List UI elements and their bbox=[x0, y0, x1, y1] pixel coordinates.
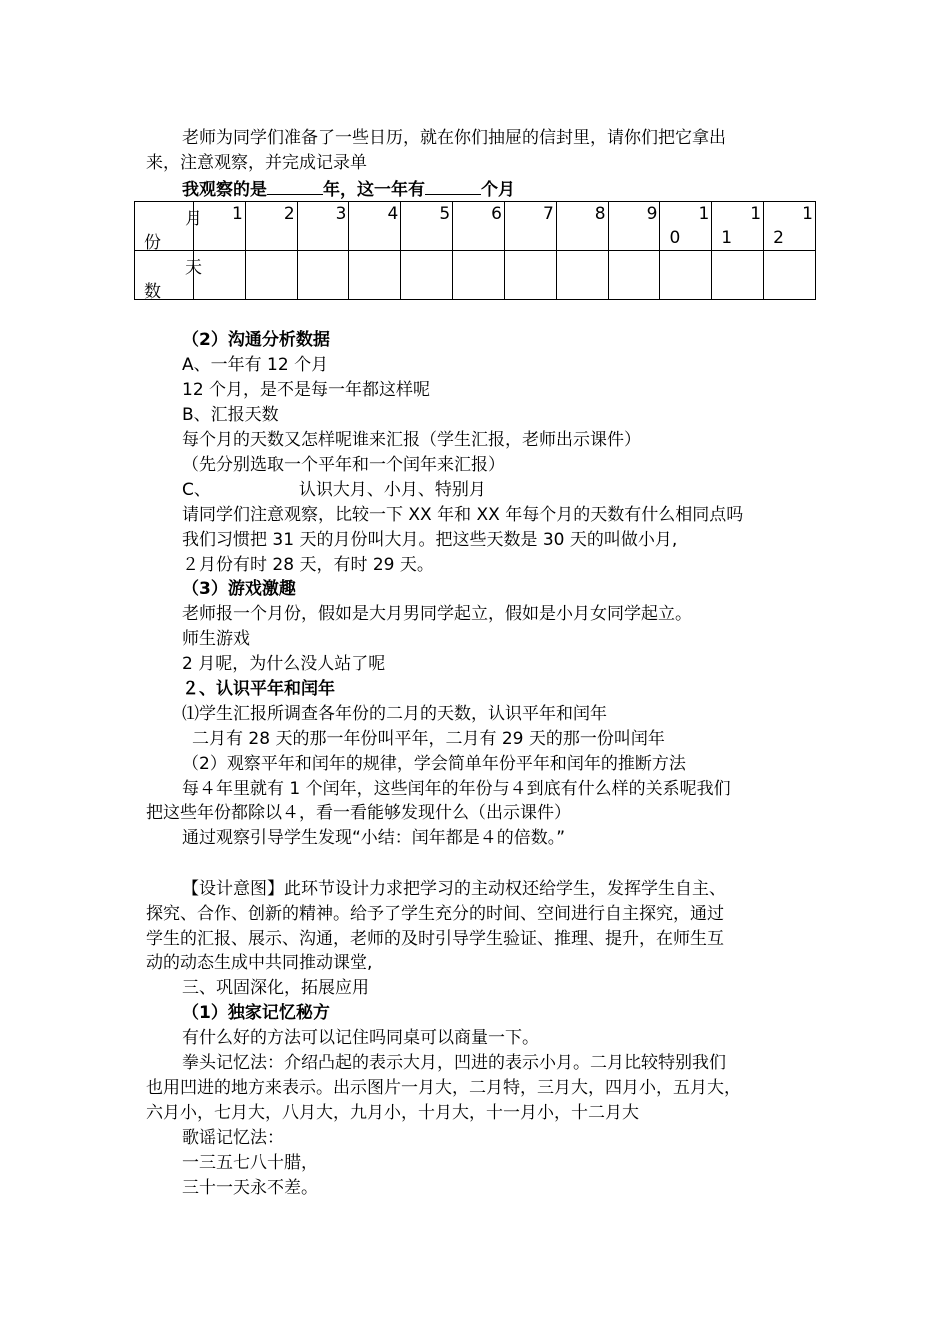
para-p6: 通过观察引导学生发现“小结：闰年都是４的倍数。” bbox=[182, 828, 566, 848]
observe-middle: 年，这一年有 bbox=[323, 180, 425, 200]
month-cell bbox=[245, 202, 297, 251]
month-cell bbox=[556, 202, 608, 251]
months-header-cell bbox=[135, 202, 202, 253]
heading-leap-year: ２、认识平年和闰年 bbox=[182, 679, 335, 699]
para-b2: 每个月的天数又怎样呢谁来汇报（学生汇报，老师出示课件） bbox=[182, 430, 641, 450]
observe-line bbox=[182, 176, 515, 202]
month-cell bbox=[349, 202, 401, 251]
month-cell bbox=[504, 202, 556, 251]
para-g2: 师生游戏 bbox=[182, 629, 250, 649]
observe-prefix: 我观察的是 bbox=[182, 180, 267, 200]
heading-game: （3）游戏激趣 bbox=[182, 579, 296, 599]
days-header-top: 天 bbox=[185, 258, 202, 278]
para-m2: 拳头记忆法：介绍凸起的表示大月，凹进的表示小月。二月比较特别我们 bbox=[182, 1053, 726, 1073]
days-header-bottom: 数 bbox=[144, 282, 161, 302]
days-cell bbox=[504, 251, 556, 300]
para-p3: （2）观察平年和闰年的规律，学会简单年份平年和闰年的推断方法 bbox=[182, 754, 686, 774]
para-c1 bbox=[182, 478, 486, 502]
month-number: 9 bbox=[646, 204, 658, 224]
months-blank bbox=[425, 176, 481, 195]
days-cell bbox=[349, 251, 401, 300]
month-number-2: 0 bbox=[669, 228, 681, 248]
month-cell bbox=[297, 202, 349, 251]
para-m7: 三十一天永不差。 bbox=[182, 1178, 318, 1198]
observe-suffix: 个月 bbox=[481, 180, 515, 200]
month-cell bbox=[608, 202, 660, 251]
para-p1: ⑴学生汇报所调查各年份的二月的天数，认识平年和闰年 bbox=[182, 704, 607, 724]
month-number: 1 bbox=[232, 204, 243, 224]
month-number-2: 1 bbox=[721, 228, 733, 248]
month-cell bbox=[660, 202, 712, 251]
para-c2: 请同学们注意观察，比较一下 XX 年和 XX 年每个月的天数有什么相同点吗 bbox=[182, 505, 744, 525]
months-header-bottom: 份 bbox=[144, 233, 161, 253]
month-cell bbox=[194, 202, 246, 251]
month-number: 5 bbox=[439, 204, 451, 224]
month-number: 1 bbox=[698, 204, 710, 224]
heading-memory: （1）独家记忆秘方 bbox=[182, 1003, 330, 1023]
month-number: 8 bbox=[594, 204, 606, 224]
design-intent-3: 学生的汇报、展示、沟通，老师的及时引导学生验证、推理、提升，在师生互 bbox=[146, 929, 724, 949]
para-a1: A、一年有 12 个月 bbox=[182, 355, 329, 375]
days-header-cell bbox=[135, 251, 202, 302]
month-cell bbox=[712, 202, 764, 251]
days-cell bbox=[556, 251, 608, 300]
month-number: 2 bbox=[283, 204, 295, 224]
para-p2: 二月有 28 天的那一年份叫平年，二月有 29 天的那一份叫闰年 bbox=[192, 729, 665, 749]
para-m5: 歌谣记忆法： bbox=[182, 1128, 284, 1148]
days-cell bbox=[401, 251, 453, 300]
para-g1: 老师报一个月份，假如是大月男同学起立，假如是小月女同学起立。 bbox=[182, 604, 692, 624]
days-cell bbox=[764, 251, 816, 300]
para-m6: 一三五七八十腊， bbox=[182, 1153, 318, 1173]
days-cell bbox=[608, 251, 660, 300]
month-cell bbox=[764, 202, 816, 251]
design-intent-4: 动的动态生成中共同推动课堂, bbox=[146, 953, 373, 973]
para-p4: 每４年里就有 1 个闰年，这些闰年的年份与４到底有什么样的关系呢我们 bbox=[182, 779, 731, 799]
para-b3: （先分别选取一个平年和一个闰年来汇报） bbox=[182, 455, 505, 475]
para-m4: 六月小，七月大，八月大，九月小，十月大，十一月小，十二月大 bbox=[146, 1103, 639, 1123]
table-row-days bbox=[135, 251, 816, 300]
para-m1: 有什么好的方法可以记住吗同桌可以商量一下。 bbox=[182, 1028, 539, 1048]
para-c1-text: 认识大月、小月、特别月 bbox=[298, 480, 486, 500]
para-g3: 2 月呢，为什么没人站了呢 bbox=[182, 654, 386, 674]
month-number: 7 bbox=[542, 204, 554, 224]
intro-line-2: 来，注意观察，并完成记录单 bbox=[146, 153, 367, 173]
month-number: 1 bbox=[802, 204, 813, 224]
para-c1-prefix: C、 bbox=[182, 480, 211, 500]
month-cell bbox=[401, 202, 453, 251]
para-a2: 12 个月，是不是每一年都这样呢 bbox=[182, 380, 431, 400]
heading-analyze-data: （2）沟通分析数据 bbox=[182, 330, 330, 350]
days-cell bbox=[453, 251, 505, 300]
month-number: 1 bbox=[750, 204, 762, 224]
para-c3: 我们习惯把 31 天的月份叫大月。把这些天数是 30 天的叫做小月, bbox=[182, 530, 678, 550]
design-intent-1: 【设计意图】此环节设计力求把学习的主动权还给学生，发挥学生自主、 bbox=[182, 879, 726, 899]
para-m3: 也用凹进的地方来表示。出示图片一月大，二月特，三月大，四月小，五月大， bbox=[146, 1078, 741, 1098]
days-cell bbox=[297, 251, 349, 300]
design-intent-2: 探究、合作、创新的精神。给予了学生充分的时间、空间进行自主探究，通过 bbox=[146, 904, 724, 924]
months-header-top: 月 bbox=[185, 209, 202, 229]
intro-line-1: 老师为同学们准备了一些日历，就在你们抽屉的信封里，请你们把它拿出 bbox=[182, 128, 726, 148]
days-cell bbox=[712, 251, 764, 300]
month-cell bbox=[453, 202, 505, 251]
para-c4: ２月份有时 28 天，有时 29 天。 bbox=[182, 555, 434, 575]
month-number: 3 bbox=[335, 204, 347, 224]
section-three: 三、巩固深化，拓展应用 bbox=[182, 978, 369, 998]
month-number-2: 2 bbox=[773, 228, 784, 248]
table-row-months bbox=[135, 202, 816, 251]
para-p5: 把这些年份都除以４，看一看能够发现什么（出示课件） bbox=[146, 803, 571, 823]
para-b1: B、汇报天数 bbox=[182, 405, 279, 425]
year-blank bbox=[267, 176, 323, 195]
month-number: 4 bbox=[387, 204, 399, 224]
record-table bbox=[134, 201, 816, 300]
days-cell bbox=[245, 251, 297, 300]
days-cell bbox=[660, 251, 712, 300]
days-cell bbox=[194, 251, 246, 300]
month-number: 6 bbox=[491, 204, 502, 224]
